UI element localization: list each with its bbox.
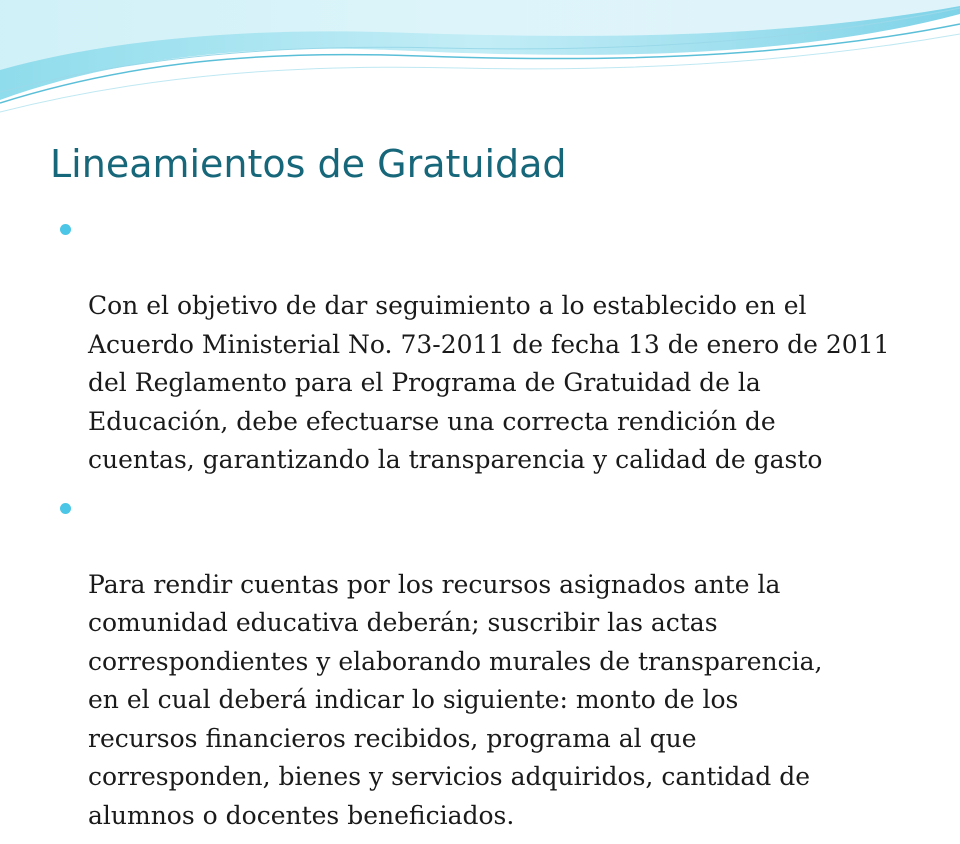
bullet-list xyxy=(58,210,918,844)
header-wave-decoration xyxy=(0,0,960,120)
bullet-dot-icon xyxy=(60,503,71,514)
bullet-item-2 xyxy=(58,489,918,836)
bullet-dot-icon xyxy=(60,224,71,235)
slide-title: Lineamientos de Gratuidad xyxy=(50,142,567,186)
bullet-item-1 xyxy=(58,210,918,480)
bullet-text-2: Para rendir cuentas por los recursos asignados ante la comunidad educativa deberán; suscribir las actas correspondientes y elaborando murales de transparencia, en el cual deberá indicar lo siguiente: monto de los recursos financieros recibidos, programa al que corresponden, bienes y servicios adquiridos, cantidad de alumnos o docentes beneficiados. xyxy=(88,569,823,830)
bullet-text-1: Con el objetivo de dar seguimiento a lo establecido en el Acuerdo Ministerial No. 73-2011 de fecha 13 de enero de 2011 del Reglamento para el Programa de Gratuidad de la Educación, debe efectuarse una correcta rendición de cuentas, garantizando la transparencia y calidad de gasto xyxy=(88,291,890,474)
